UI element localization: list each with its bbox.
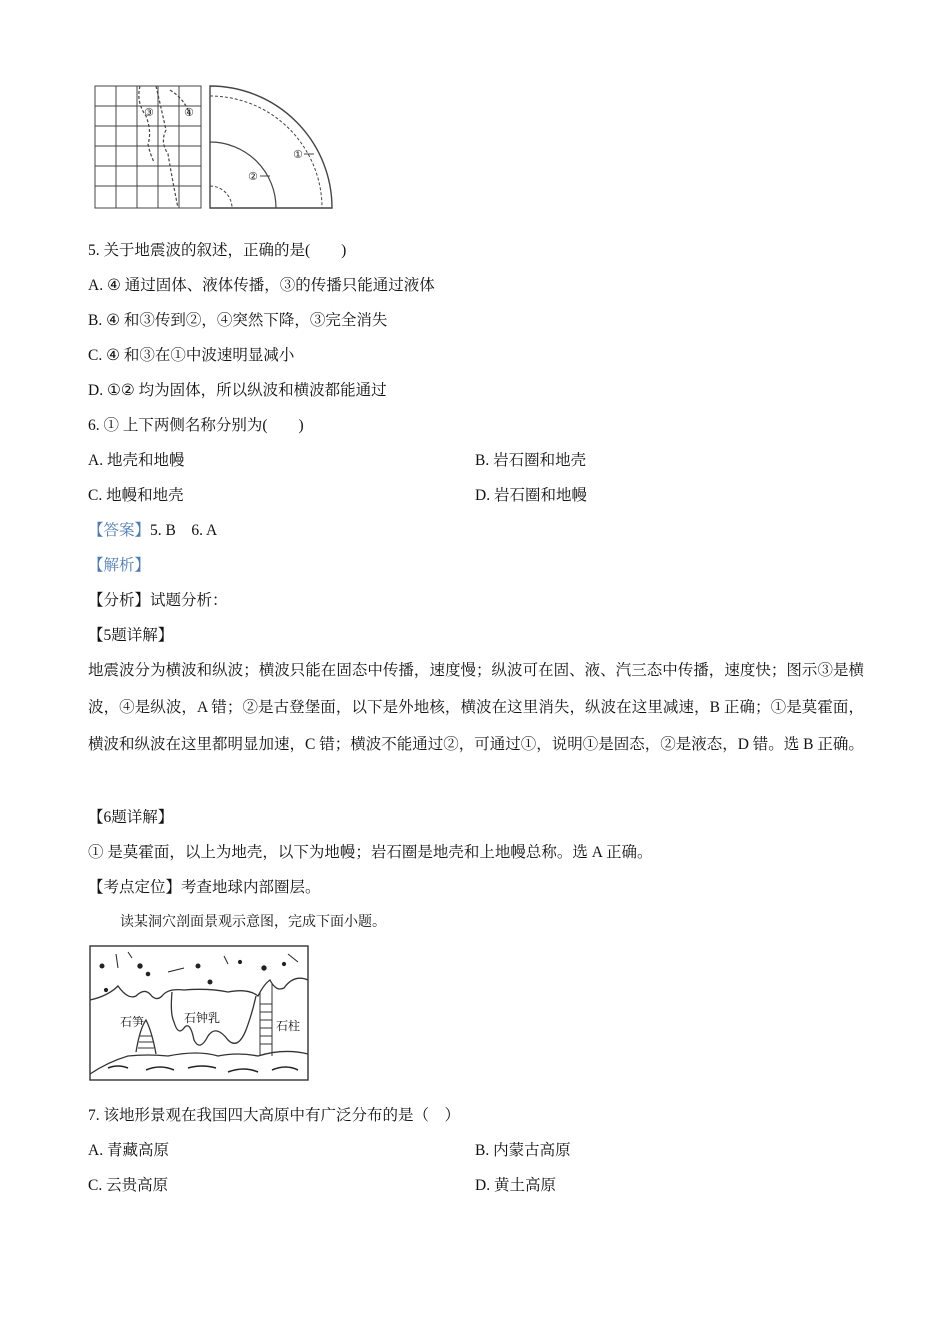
q6-stem: 6. ① 上下两侧名称分别为( ) (88, 417, 304, 434)
q7-option-b: B. 内蒙古高原 (475, 1142, 571, 1159)
analysis-intro: 【分析】试题分析： (88, 592, 228, 609)
exam-point: 【考点定位】考查地球内部圈层。 (88, 879, 321, 896)
q6-option-d: D. 岩石圈和地幔 (475, 487, 587, 504)
detail-5-title: 【5题详解】 (88, 627, 174, 644)
q7-option-a: A. 青藏高原 (88, 1142, 169, 1159)
answer-tag: 【答案】 (88, 522, 151, 539)
detail-6-text: ① 是莫霍面，以上为地壳，以下为地幔；岩石圈是地壳和上地幔总称。选 A 正确。 (88, 844, 653, 861)
pillar-shape (260, 984, 272, 1056)
q5-stem: 5. 关于地震波的叙述，正确的是( ) (88, 242, 347, 259)
answer-text: 5. B 6. A (150, 522, 218, 539)
q6-option-c: C. 地幔和地壳 (88, 487, 184, 504)
q5-option-b: B. ④ 和③传到②，④突然下降，③完全消失 (88, 312, 388, 329)
analysis-tag: 【解析】 (88, 557, 151, 574)
q6-option-b: B. 岩石圈和地壳 (475, 452, 587, 469)
q5-option-a: A. ④ 通过固体、液体传播，③的传播只能通过液体 (88, 277, 435, 294)
label-stalactite: 石钟乳 (184, 1011, 221, 1025)
cave-ceiling (90, 978, 308, 1000)
q5-option-c: C. ④ 和③在①中波速明显减小 (88, 347, 295, 364)
q7-stem: 7. 该地形景观在我国四大高原中有广泛分布的是（ ） (88, 1107, 461, 1124)
q7-option-d: D. 黄土高原 (475, 1177, 556, 1194)
label-stalagmite: 石笋 (120, 1015, 145, 1029)
wave-curve-3 (139, 86, 154, 162)
label-2: ② (248, 170, 258, 183)
stalagmite-hatch (138, 1036, 154, 1048)
label-4: ④ (184, 106, 194, 119)
wave-curve-4 (156, 86, 178, 208)
cave-intro: 读某洞穴剖面景观示意图，完成下面小题。 (120, 914, 386, 930)
label-pillar: 石柱 (276, 1019, 301, 1033)
q7-option-c: C. 云贵高原 (88, 1177, 169, 1194)
detail-5-text: 地震波分为横波和纵波；横波只能在固态中传播，速度慢；纵波可在固、液、汽三态中传播，速度快；图示③是横波，④是纵波，A 错；②是古登堡面，以下是外地核，横波在这里消失，纵波在这里减速，B 正确；①是莫霍面，横波和纵波在这里都明显加速，C 错；横波不能通过②，可通过①，说明①是固态，②是液态，D 错。选 B 正确。 (88, 662, 864, 753)
cave-profile-figure (88, 944, 312, 1084)
label-1: ① (293, 148, 303, 161)
q6-option-a: A. 地壳和地幔 (88, 452, 185, 469)
seismic-wave-figure (90, 82, 340, 214)
label-3: ③ (144, 106, 154, 119)
earth-quadrant (210, 86, 332, 208)
q5-option-d: D. ①② 均为固体，所以纵波和横波都能通过 (88, 382, 387, 399)
answer-line (88, 521, 217, 541)
cave-floor (90, 1051, 308, 1074)
detail-6-title: 【6题详解】 (88, 809, 174, 826)
